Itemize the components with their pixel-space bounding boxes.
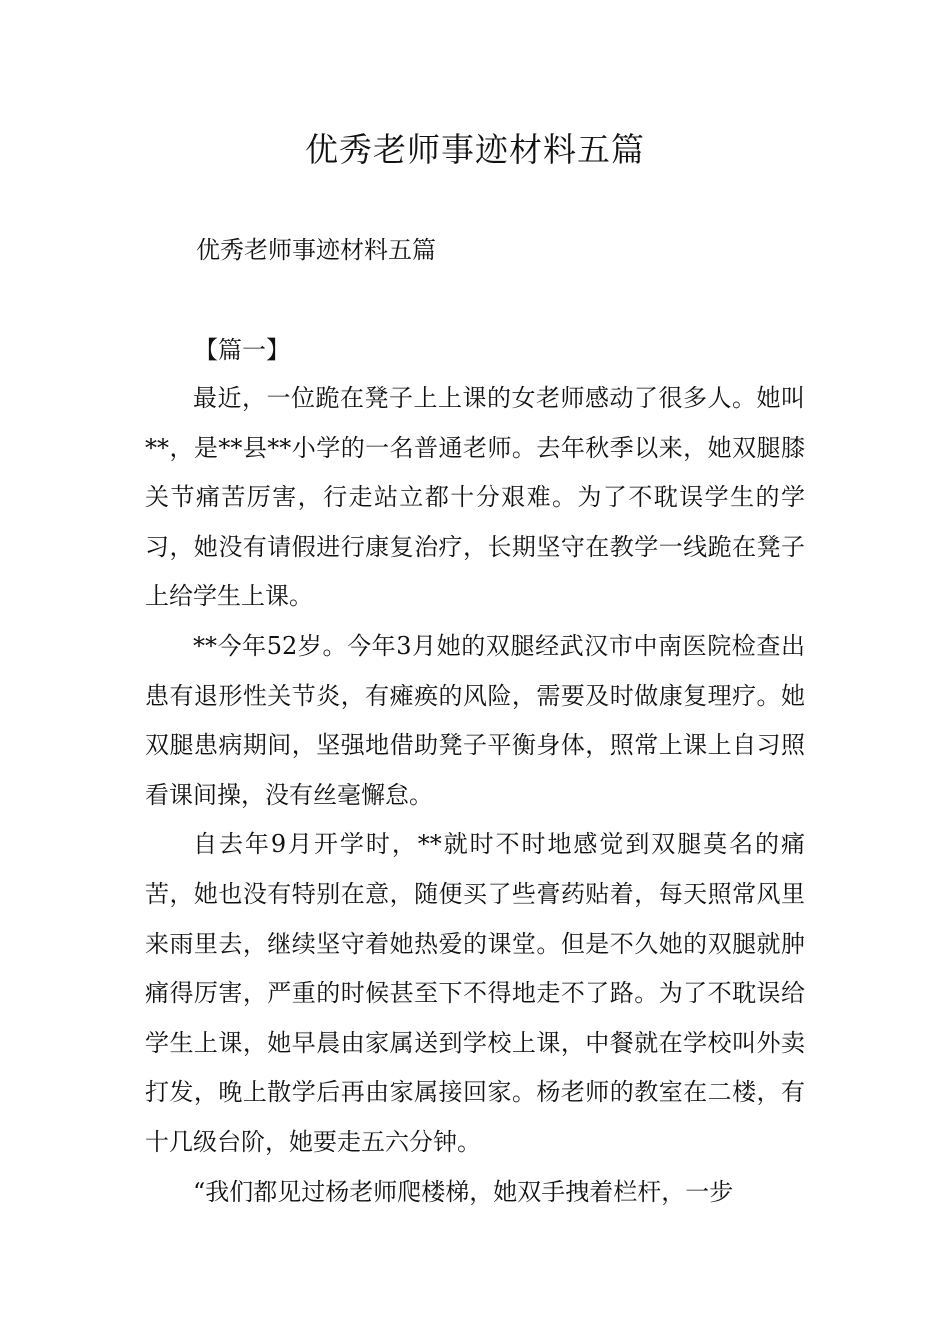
paragraph: 最近，一位跪在凳子上上课的女老师感动了很多人。她叫**，是**县**小学的一名普通老师。去年秋季以来，她双腿膝关节痛苦厉害，行走站立都十分艰难。为了不耽误学生的学习，她没有请假进行康复治疗，长期坚守在教学一线跪在凳子上给学生上课。 xyxy=(145,384,805,611)
paragraph: **今年52岁。今年3月她的双腿经武汉市中南医院检查出患有退形性关节炎，有瘫痪的风险，需要及时做康复理疗。她双腿患病期间，坚强地借助凳子平衡身体，照常上课上自习照看课间操，没有丝毫懈怠。 xyxy=(145,631,805,809)
paragraph: 自去年9月开学时，**就时不时地感觉到双腿莫名的痛苦，她也没有特别在意，随便买了些膏药贴着，每天照常风里来雨里去，继续坚守着她热爱的课堂。但是不久她的双腿就肿痛得厉害，严重的时候甚至下不得地走不了路。为了不耽误给学生上课，她早晨由家属送到学校上课，中餐就在学校叫外卖打发，晚上散学后再由家属接回家。杨老师的教室在二楼，有十几级台阶，她要走五六分钟。 xyxy=(145,830,805,1156)
section-label: 【篇一】 xyxy=(194,336,290,364)
document-title: 优秀老师事迹材料五篇 xyxy=(305,130,645,169)
paragraph: “我们都见过杨老师爬楼梯，她双手拽着栏杆，一步 xyxy=(193,1177,734,1206)
body-text xyxy=(145,374,805,1217)
document-subtitle: 优秀老师事迹材料五篇 xyxy=(196,236,436,264)
